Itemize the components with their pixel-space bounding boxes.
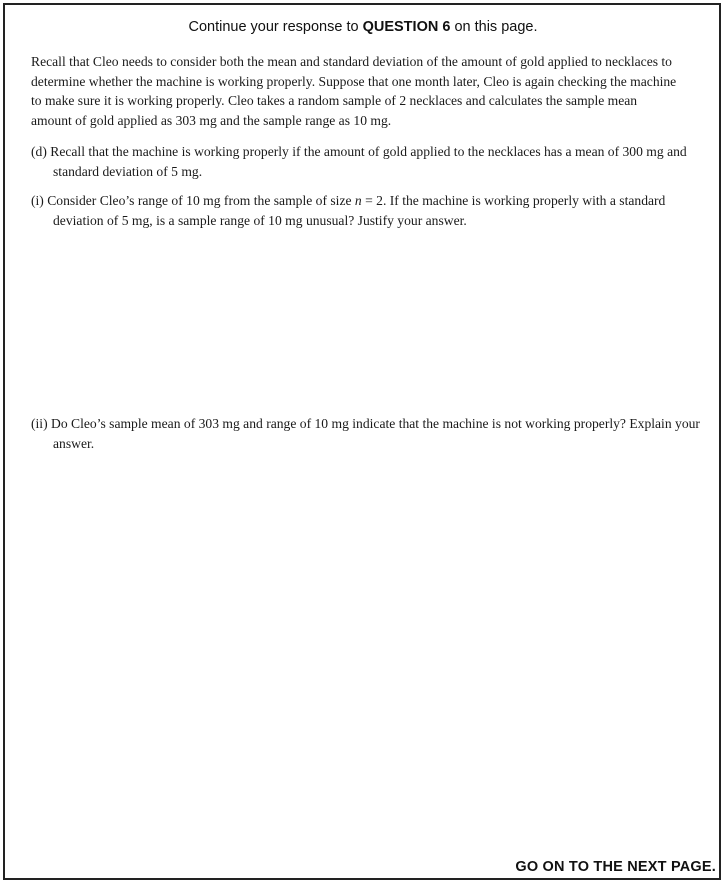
part-ii-prompt: (ii) Do Cleo’s sample mean of 303 mg and range of 10 mg indicate that the machine is not working properly? Explain your answer. <box>31 416 700 451</box>
header-suffix: on this page. <box>450 19 538 35</box>
header-prefix: Continue your response to <box>188 19 363 35</box>
part-d-prompt: (d) Recall that the machine is working properly if the amount of gold applied to the necklaces has a mean of 300 mg and standard deviation of 5 mg. <box>31 144 687 179</box>
page-header <box>0 19 726 35</box>
part-i-text-start: (i) Consider Cleo’s range of 10 mg from the sample of size <box>31 193 355 208</box>
intro-paragraph: Recall that Cleo needs to consider both the mean and standard deviation of the amount of gold applied to necklaces to determine whether the machine is working properly. Suppose that one month later, Cleo is again checking the machine to make sure it is working properly. Cleo takes a random sample of 2 necklaces and calculates the sample mean amount of gold applied as 303 mg and the sample range as 10 mg. <box>31 54 677 128</box>
sample-size-variable: n <box>354 193 362 208</box>
part-i-text-end: = 2. If the machine is working properly with a standard deviation of 5 mg, is a sample range of 10 mg unusual? Justify your answer. <box>53 193 666 228</box>
question-number: QUESTION 6 <box>362 19 451 35</box>
go-on-footer: GO ON TO THE NEXT PAGE. <box>515 859 716 875</box>
part-i-prompt <box>31 191 703 230</box>
